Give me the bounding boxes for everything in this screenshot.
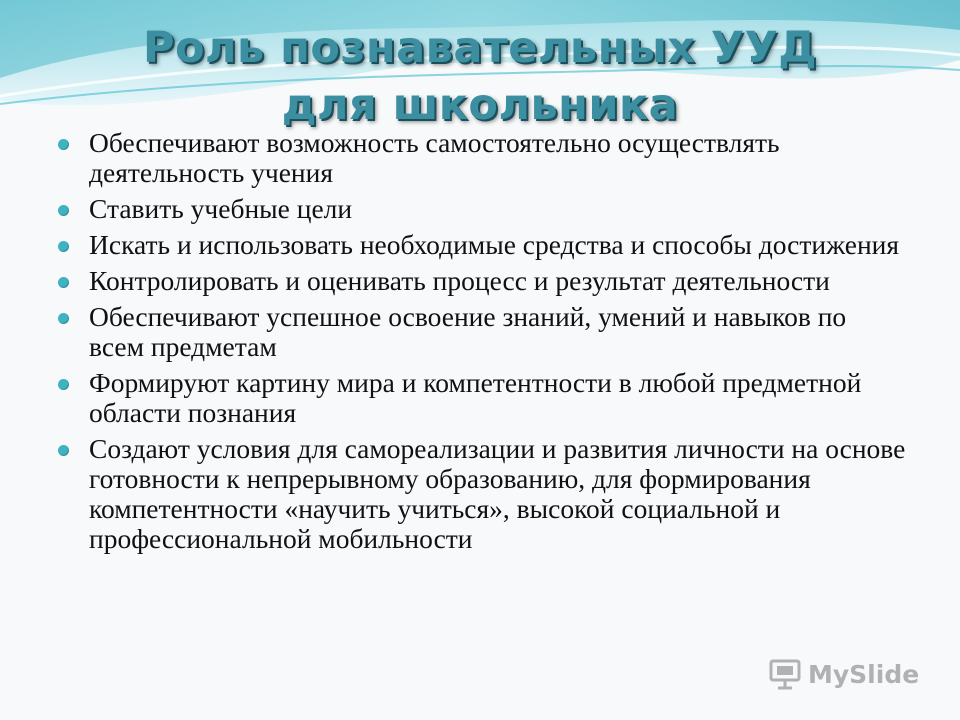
presentation-board-icon — [768, 657, 802, 691]
bullet-dot-icon — [58, 241, 69, 252]
bullet-dot-icon — [58, 379, 69, 390]
bullet-text: Ставить учебные цели — [89, 193, 353, 224]
bullet-text: Создают условия для самореализации и развития личности на основе готовности к непрерывному образованию, для формирования компетентности «научить учиться», высокой социальной и профессиональной мобильности — [89, 433, 906, 554]
bullet-dot-icon — [58, 205, 69, 216]
bullet-dot-icon — [58, 445, 69, 456]
bullet-text: Обеспечивают успешное освоение знаний, умений и навыков по всем предметам — [89, 301, 847, 362]
bullet-text: Контролировать и оценивать процесс и результат деятельности — [89, 265, 830, 296]
bullet-item — [58, 368, 908, 428]
bullet-dot-icon — [58, 277, 69, 288]
bullet-item — [58, 302, 908, 362]
bullet-item — [58, 434, 908, 554]
bullet-item — [58, 128, 908, 188]
bullet-item — [58, 266, 908, 296]
bullet-list — [58, 128, 908, 560]
myslide-watermark — [768, 654, 928, 694]
bullet-item — [58, 230, 908, 260]
watermark-text: MySlide — [808, 659, 920, 689]
bullet-text: Формируют картину мира и компетентности в любой предметной области познания — [89, 367, 862, 428]
bullet-text: Обеспечивают возможность самостоятельно осуществлять деятельность учения — [89, 127, 780, 188]
bullet-item — [58, 194, 908, 224]
bullet-dot-icon — [58, 313, 69, 324]
bullet-text: Искать и использовать необходимые средства и способы достижения — [89, 229, 900, 260]
slide-title: Роль познавательных УУД для школьника — [142, 23, 818, 130]
bullet-dot-icon — [58, 139, 69, 150]
